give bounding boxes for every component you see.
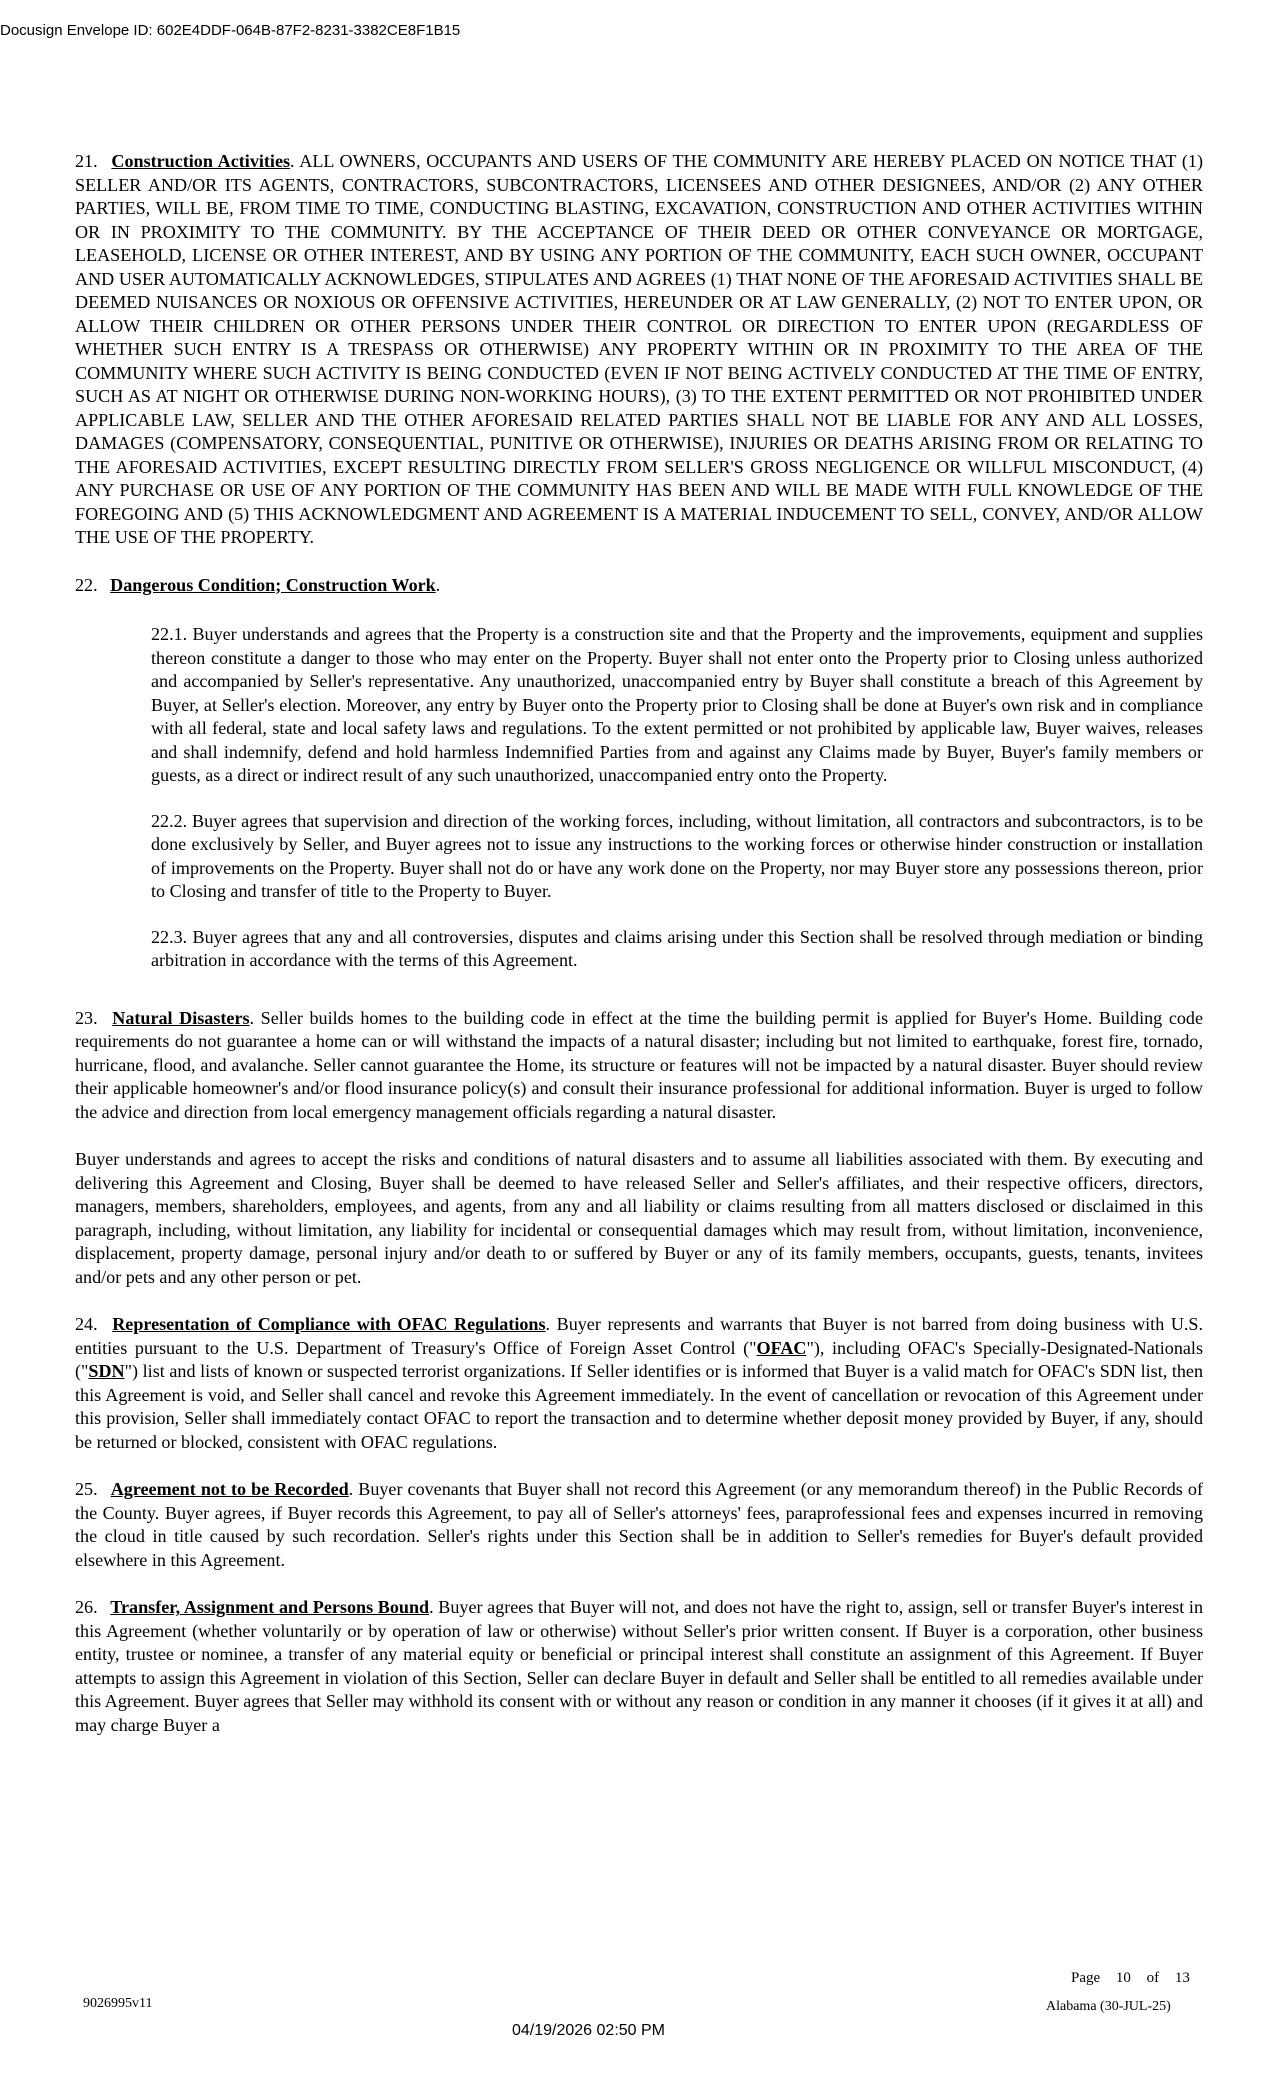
signing-timestamp: 04/19/2026 02:50 PM: [512, 2022, 666, 2039]
section-23-paragraph-2: Buyer understands and agrees to accept the risks and conditions of natural disasters and to assume all liabilities associated with them. By executing and delivering this Agreement and Closing, Buyer shall be deemed to have released Seller and Seller's affiliates, and their respective officers, directors, managers, members, shareholders, employees, and agents, from any and all liability or claims resulting from all matters disclosed or disclaimed in this paragraph, including, without limitation, any liability for incidental or consequential damages which may result from, without limitation, inconvenience, displacement, property damage, personal injury and/or death to or suffered by Buyer or any of its family members, occupants, guests, tenants, invitees and/or pets and any other person or pet.: [75, 1149, 1203, 1287]
section-text: . Buyer agrees that Buyer will not, and does not have the right to, assign, sell or transfer Buyer's interest in this Agreement (whether voluntarily or by operation of law or otherwise) without Seller's prior written consent. If Buyer is a corporation, other business entity, trustee or nominee, a transfer of any material equity or beneficial or principal interest shall constitute an assignment of this Agreement. If Buyer attempts to assign this Agreement in violation of this Section, Seller can declare Buyer in default and Seller shall be entitled to all remedies available under this Agreement. Buyer agrees that Seller may withhold its consent with or without any reason or condition in any manner it chooses (if it gives it at all) and may charge Buyer a: [75, 1597, 1204, 1735]
page-indicator: [1071, 1970, 1190, 1987]
page-total: 13: [1174, 1970, 1190, 1986]
section-24: [75, 1313, 1203, 1454]
section-number: 25.: [75, 1479, 98, 1499]
section-text: . Seller builds homes to the building code in effect at the time the building permit is applied for Buyer's Home. Building code requirements do not guarantee a home can or will withstand the impacts of a natural disaster; including but not limited to earthquake, forest fire, tornado, hurricane, flood, and avalanche. Seller cannot guarantee the Home, its structure or features will not be impacted by a natural disaster. Buyer should review their applicable homeowner's and/or flood insurance policy(s) and consult their insurance professional for additional information. Buyer is urged to follow the advice and direction from local emergency management officials regarding a natural disaster.: [75, 1007, 1204, 1122]
document-body: [75, 150, 1203, 1761]
section-text: . Buyer covenants that Buyer shall not record this Agreement (or any memorandum thereof) in the Public Records of the County. Buyer agrees, if Buyer records this Agreement, to pay all of Seller's attorneys' fees, paraprofessional fees and expenses incurred in removing the cloud in title caused by such recordation. Seller's rights under this Section shall be in addition to Seller's remedies for Buyer's default provided elsewhere in this Agreement.: [75, 1479, 1203, 1570]
section-22: [75, 574, 1203, 598]
section-text: . Buyer represents and warrants that Buyer is not barred from doing business with U.S. entities pursuant to the U.S. Department of Treasury's Office of Foreign Asset Control (": [75, 1314, 1203, 1358]
of-label: of: [1146, 1970, 1160, 1986]
section-text: .: [435, 574, 441, 595]
section-26: [75, 1596, 1203, 1737]
document-code: 9026995v11: [83, 1996, 153, 2011]
section-number: 23.: [75, 1007, 98, 1028]
section-text: ") list and lists of known or suspected terrorist organizations. If Seller identifies or is informed that Buyer is a valid match for OFAC's SDN list, then this Agreement is void, and Seller shall cancel and revoke this Agreement immediately. In the event of cancellation or revocation of this Agreement under this provision, Seller shall immediately contact OFAC to report the transaction and to determine whether deposit money provided by Buyer, if any, should be returned or blocked, consistent with OFAC regulations.: [75, 1361, 1203, 1452]
section-number: 22.: [75, 574, 98, 595]
section-number: 24.: [75, 1314, 98, 1334]
page-label: Page: [1071, 1970, 1101, 1986]
subsection-22-3: 22.3. Buyer agrees that any and all controversies, disputes and claims arising under this Section shall be resolved through mediation or binding arbitration in accordance with the terms of this Agreement.: [151, 926, 1203, 970]
section-number: 21.: [75, 151, 98, 171]
section-number: 26.: [75, 1597, 98, 1617]
section-heading: Dangerous Condition; Construction Work: [110, 574, 436, 595]
defined-term-sdn: SDN: [88, 1361, 125, 1381]
form-state-version: Alabama (30-JUL-25): [1046, 1999, 1171, 2014]
section-text: "), including OFAC's Specially-Designated-Nationals (": [75, 1337, 1203, 1381]
section-23: [75, 1007, 1203, 1125]
docusign-envelope-id: Docusign Envelope ID: 602E4DDF-064B-87F2-8231-3382CE8F1B15: [0, 22, 461, 39]
page-number: 10: [1115, 1970, 1131, 1986]
section-heading: Transfer, Assignment and Persons Bound: [110, 1597, 430, 1617]
section-21: [75, 150, 1203, 550]
section-heading: Construction Activities: [111, 151, 291, 171]
section-heading: Representation of Compliance with OFAC Regulations: [112, 1314, 546, 1334]
subsection-22-2: 22.2. Buyer agrees that supervision and direction of the working forces, including, without limitation, all contractors and subcontractors, is to be done exclusively by Seller, and Buyer agrees not to issue any instructions to the working forces or otherwise hinder construction or installation of improvements on the Property. Buyer shall not do or have any work done on the Property, nor may Buyer store any possessions thereon, prior to Closing and transfer of title to the Property to Buyer.: [151, 810, 1203, 901]
subsection-22-1: 22.1. Buyer understands and agrees that the Property is a construction site and that the Property and the improvements, equipment and supplies thereon constitute a danger to those who may enter on the Property. Buyer shall not enter onto the Property prior to Closing unless authorized and accompanied by Seller's representative. Any unauthorized, unaccompanied entry by Buyer shall constitute a breach of this Agreement by Buyer, at Seller's election. Moreover, any entry by Buyer onto the Property prior to Closing shall be done at Buyer's own risk and in compliance with all federal, state and local safety laws and regulations. To the extent permitted or not prohibited by applicable law, Buyer waives, releases and shall indemnify, defend and hold harmless Indemnified Parties from and against any Claims made by Buyer, Buyer's family members or guests, as a direct or indirect result of any such unauthorized, unaccompanied entry onto the Property.: [151, 624, 1203, 785]
section-text: . ALL OWNERS, OCCUPANTS AND USERS OF THE COMMUNITY ARE HEREBY PLACED ON NOTICE THAT (1) SELLER AND/OR ITS AGENTS, CONTRACTORS, SUBCONTRACTORS, LICENSEES AND OTHER DESIGNEES, AND/OR (2) ANY OTHER PARTIES, WILL BE, FROM TIME TO TIME, CONDUCTING BLASTING, EXCAVATION, CONSTRUCTION AND OTHER ACTIVITIES WITHIN OR IN PROXIMITY TO THE COMMUNITY. BY THE ACCEPTANCE OF THEIR DEED OR OTHER CONVEYANCE OR MORTGAGE, LEASEHOLD, LICENSE OR OTHER INTEREST, AND BY USING ANY PORTION OF THE COMMUNITY, EACH SUCH OWNER, OCCUPANT AND USER AUTOMATICALLY ACKNOWLEDGES, STIPULATES AND AGREES (1) THAT NONE OF THE AFORESAID ACTIVITIES SHALL BE DEEMED NUISANCES OR NOXIOUS OR OFFENSIVE ACTIVITIES, HEREUNDER OR AT LAW GENERALLY, (2) NOT TO ENTER UPON, OR ALLOW THEIR CHILDREN OR OTHER PERSONS UNDER THEIR CONTROL OR DIRECTION TO ENTER UPON (REGARDLESS OF WHETHER SUCH ENTRY IS A TRESPASS OR OTHERWISE) ANY PROPERTY WITHIN OR IN PROXIMITY TO THE AREA OF THE COMMUNITY WHERE SUCH ACTIVITY IS BEING CONDUCTED (EVEN IF NOT BEING ACTIVELY CONDUCTED AT THE TIME OF ENTRY, SUCH AS AT NIGHT OR OTHERWISE DURING NON-WORKING HOURS), (3) TO THE EXTENT PERMITTED OR NOT PROHIBITED UNDER APPLICABLE LAW, SELLER AND THE OTHER AFORESAID RELATED PARTIES SHALL NOT BE LIABLE FOR ANY AND ALL LOSSES, DAMAGES (COMPENSATORY, CONSEQUENTIAL, PUNITIVE OR OTHERWISE), INJURIES OR DEATHS ARISING FROM OR RELATING TO THE AFORESAID ACTIVITIES, EXCEPT RESULTING DIRECTLY FROM SELLER'S GROSS NEGLIGENCE OR WILLFUL MISCONDUCT, (4) ANY PURCHASE OR USE OF ANY PORTION OF THE COMMUNITY HAS BEEN AND WILL BE MADE WITH FULL KNOWLEDGE OF THE FOREGOING AND (5) THIS ACKNOWLEDGMENT AND AGREEMENT IS A MATERIAL INDUCEMENT TO SELL, CONVEY, AND/OR ALLOW THE USE OF THE PROPERTY.: [75, 151, 1204, 547]
section-heading: Agreement not to be Recorded: [110, 1479, 349, 1499]
defined-term-ofac: OFAC: [756, 1337, 807, 1358]
section-heading: Natural Disasters: [112, 1007, 250, 1028]
section-25: [75, 1478, 1203, 1572]
